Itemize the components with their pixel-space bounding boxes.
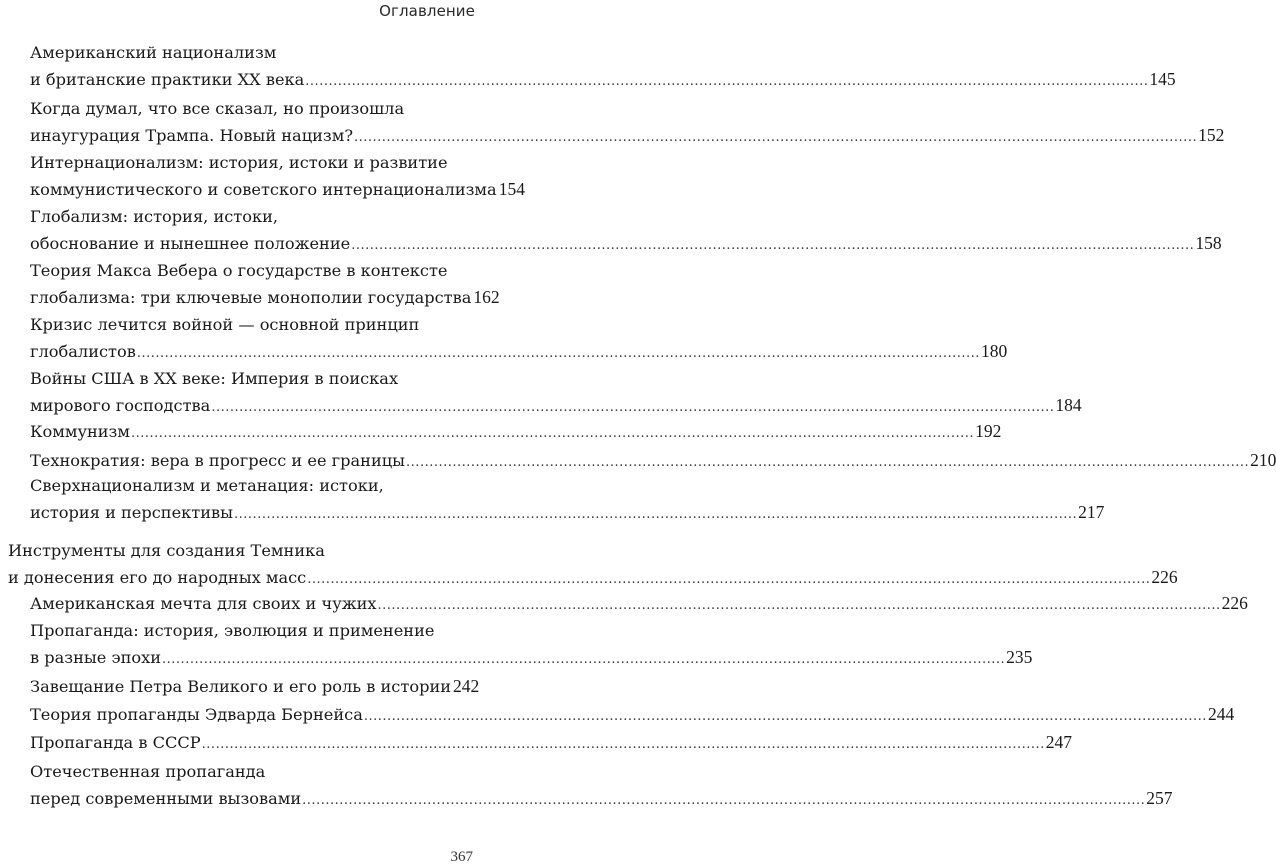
toc-entry-final-line: [30, 499, 1105, 525]
dot-leader: [351, 233, 1194, 259]
toc-entry-title-line: Американская мечта для своих и чужих: [30, 594, 377, 613]
toc-entry-final-line: [30, 392, 1082, 418]
toc-entry-title-line: инаугурация Трампа. Новый нацизм?: [30, 126, 353, 145]
toc-entry-title-line: Отечественная пропаганда: [30, 762, 266, 781]
toc-entry-title-line: Пропаганда в СССР: [30, 733, 201, 752]
toc-entry-final-line: [30, 673, 480, 699]
toc-page-number: 210: [1250, 450, 1276, 470]
toc-entry-title-line: коммунистического и советского интернационализма: [30, 180, 497, 199]
toc-entry[interactable]: [30, 701, 1235, 727]
toc-entry[interactable]: [30, 759, 1173, 811]
toc-entry-title-line: перед современными вызовами: [30, 789, 302, 808]
toc-entry-final-line: [30, 284, 500, 310]
toc-entry[interactable]: [30, 366, 1082, 418]
toc-entry[interactable]: [30, 729, 1073, 755]
toc-page-number: 226: [1221, 593, 1248, 613]
toc-entry-title-line: Теория пропаганды Эдварда Бернейса: [30, 705, 363, 724]
toc-entry[interactable]: [30, 590, 1248, 616]
dot-leader: [305, 69, 1148, 95]
toc-entry-final-line: [30, 122, 1225, 148]
running-head-title: Оглавление: [379, 2, 475, 20]
toc-entry-final-line: [30, 644, 1033, 670]
toc-entry-title-line: Войны США в XX веке: Империя в поисках: [30, 369, 399, 388]
toc-entry-title-line: глобалистов: [30, 342, 136, 361]
dot-leader: [354, 125, 1197, 151]
toc-entry-title-line: Интернационализм: история, истоки и развитие: [30, 153, 448, 172]
page-number: 367: [450, 849, 473, 865]
dot-leader: [131, 421, 974, 447]
toc-entry[interactable]: [30, 418, 1002, 444]
toc-page-number: 226: [1151, 567, 1178, 587]
toc-entry-final-line: [30, 230, 1222, 256]
toc-entry-title-line: Кризис лечится войной — основной принцип: [30, 315, 420, 334]
toc-entry[interactable]: [30, 673, 480, 699]
toc-entry[interactable]: [30, 40, 1176, 92]
toc-entry-title-line: Американский национализм: [30, 43, 277, 62]
toc-entry-title-line: и донесения его до народных масс: [8, 568, 307, 587]
toc-entry-final-line: [30, 176, 525, 202]
toc-entry-title-line: Коммунизм: [30, 422, 130, 441]
dot-leader: [378, 593, 1221, 619]
toc-entry-final-line: [30, 66, 1176, 92]
dot-leader: [234, 502, 1077, 528]
toc-entry[interactable]: [8, 538, 1178, 590]
toc-entry-final-line: [30, 447, 1276, 473]
toc-entry-final-line: [30, 590, 1248, 616]
toc-entry-title-line: история и перспективы: [30, 503, 234, 522]
toc-entry-final-line: [30, 338, 1008, 364]
toc-entry-title-line: глобализма: три ключевые монополии государства: [30, 288, 472, 307]
toc-page-number: 162: [473, 287, 500, 307]
toc-entry-title-line: обоснование и нынешнее положение: [30, 234, 351, 253]
toc-page-number: 244: [1207, 704, 1235, 724]
toc-entry-final-line: [30, 701, 1235, 727]
toc-entry[interactable]: [30, 618, 1033, 670]
toc-page-number: 180: [980, 341, 1008, 361]
toc-entry-title-line: Технократия: вера в прогресс и ее границы: [30, 451, 406, 470]
toc-page-number: 257: [1146, 788, 1173, 808]
toc-page-number: 247: [1045, 732, 1073, 752]
toc-entry-final-line: [8, 564, 1178, 590]
dot-leader: [302, 788, 1145, 814]
toc-page-number: 145: [1149, 69, 1176, 89]
dot-leader: [202, 732, 1045, 758]
toc-entry-final-line: [30, 729, 1073, 755]
toc-entry-title-line: и британские практики XX века: [30, 70, 305, 89]
toc-entry-title-line: Завещание Петра Великого и его роль в истории: [30, 677, 452, 696]
toc-page-number: 154: [498, 179, 525, 199]
toc-entry[interactable]: [30, 312, 1008, 364]
toc-entry[interactable]: [30, 258, 500, 310]
toc-entry-title-line: Сверхнационализм и метанация: истоки,: [30, 476, 384, 495]
dot-leader: [137, 341, 980, 367]
toc-entry[interactable]: [30, 204, 1222, 256]
toc-entry-title-line: в разные эпохи: [30, 648, 162, 667]
toc-entry-title-line: Когда думал, что все сказал, но произошла: [30, 99, 405, 118]
toc-entry[interactable]: [30, 150, 525, 202]
toc-entry-final-line: [30, 418, 1002, 444]
toc-entry-title-line: Пропаганда: история, эволюция и применение: [30, 621, 435, 640]
toc-page-number: 192: [975, 421, 1002, 441]
dot-leader: [406, 450, 1249, 476]
toc-entry-title-line: Инструменты для создания Темника: [8, 541, 325, 560]
toc-entry[interactable]: [30, 96, 1225, 148]
toc-entry[interactable]: [30, 447, 1276, 473]
toc-page-number: 217: [1078, 502, 1105, 522]
toc-entry[interactable]: [30, 473, 1105, 525]
toc-entry-title-line: Глобализм: история, истоки,: [30, 207, 279, 226]
toc-page-number: 158: [1195, 233, 1222, 253]
dot-leader: [162, 647, 1005, 673]
toc-entry-final-line: [30, 785, 1173, 811]
toc-page-number: 152: [1198, 125, 1225, 145]
toc-page-number: 242: [453, 676, 480, 696]
toc-page-number: 184: [1055, 395, 1082, 415]
toc-entry-title-line: Теория Макса Вебера о государстве в контексте: [30, 261, 448, 280]
dot-leader: [364, 704, 1207, 730]
toc-entry-title-line: мирового господства: [30, 396, 211, 415]
toc-page-number: 235: [1006, 647, 1033, 667]
